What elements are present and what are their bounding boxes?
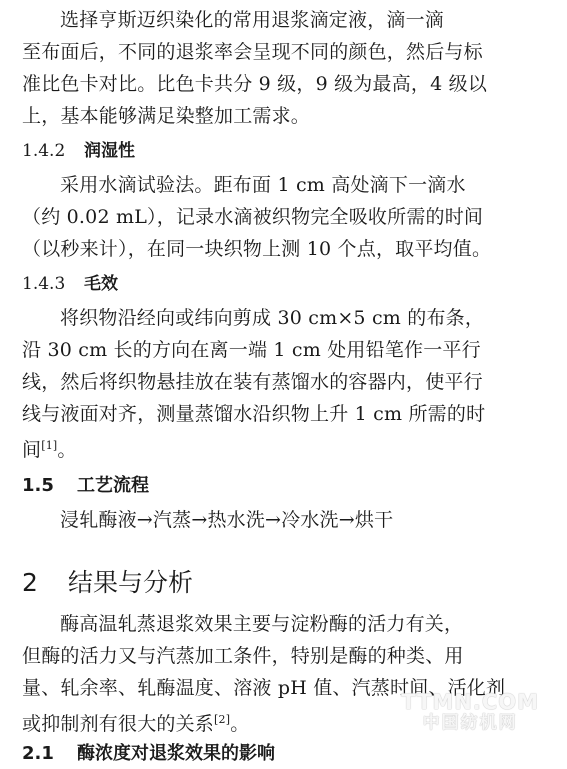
paragraph-line: 酶高温轧蒸退浆效果主要与淀粉酶的活力有关，	[60, 613, 464, 635]
paragraph-line	[22, 434, 77, 462]
line-end: 。	[230, 713, 250, 735]
section-heading-1-4-3	[22, 273, 118, 295]
paragraph-line: 采用水滴试验法。距布面 1 cm 高处滴下一滴水	[60, 174, 466, 196]
section-heading-1-4-2	[22, 140, 135, 162]
paragraph-line: 沿 30 cm 长的方向在离一端 1 cm 处用铅笔作一平行	[22, 339, 481, 361]
watermark-domain: TTMN.COM	[401, 690, 539, 714]
paragraph-line: 线，然后将织物悬挂放在装有蒸馏水的容器内，使平行	[22, 371, 483, 393]
section-number: 1.4.2	[22, 141, 66, 161]
citation-ref[interactable]: [2]	[214, 713, 231, 726]
section-title: 结果与分析	[68, 568, 194, 597]
section-title: 毛效	[84, 274, 118, 294]
paragraph-line	[22, 708, 249, 736]
paragraph-line: 上，基本能够满足染整加工需求。	[22, 105, 311, 127]
paragraph-line: 将织物沿经向或纬向剪成 30 cm×5 cm 的布条，	[60, 307, 485, 329]
paragraph-line: 准比色卡对比。比色卡共分 9 级，9 级为最高，4 级以	[22, 73, 488, 95]
paragraph-line: （约 0.02 mL），记录水滴被织物完全吸收所需的时间	[22, 206, 484, 228]
paragraph-line: 但酶的活力又与汽蒸加工条件，特别是酶的种类、用	[22, 645, 464, 667]
watermark-name: 中国纺机网	[422, 713, 518, 733]
paragraph-line: 线与液面对齐，测量蒸馏水沿织物上升 1 cm 所需的时	[22, 403, 486, 425]
section-heading-2-1	[22, 742, 275, 766]
line-text: 间	[22, 439, 42, 461]
process-flow: 浸轧酶液→汽蒸→热水洗→冷水洗→烘干	[60, 509, 394, 531]
line-text: 或抑制剂有很大的关系	[22, 713, 215, 735]
paragraph-line: （以秒来计），在同一块织物上测 10 个点，取平均值。	[22, 238, 492, 260]
section-title: 润湿性	[84, 141, 135, 161]
section-number: 2	[22, 568, 38, 597]
section-heading-1-5	[22, 474, 149, 498]
section-number: 2.1	[22, 743, 54, 764]
line-end: 。	[57, 439, 77, 461]
paragraph-line: 量、轧余率、轧酶温度、溶液 pH 值、汽蒸时间、活化剂	[22, 677, 506, 699]
site-watermark	[401, 691, 539, 733]
citation-ref[interactable]: [1]	[41, 439, 58, 452]
paragraph-line: 选择亨斯迈织染化的常用退浆滴定液，滴一滴	[60, 9, 445, 31]
section-number: 1.5	[22, 475, 54, 496]
section-title: 酶浓度对退浆效果的影响	[77, 743, 275, 764]
section-number: 1.4.3	[22, 274, 66, 294]
paragraph-line: 至布面后，不同的退浆率会呈现不同的颜色，然后与标	[22, 41, 483, 63]
section-heading-2	[22, 568, 193, 598]
section-title: 工艺流程	[77, 475, 149, 496]
